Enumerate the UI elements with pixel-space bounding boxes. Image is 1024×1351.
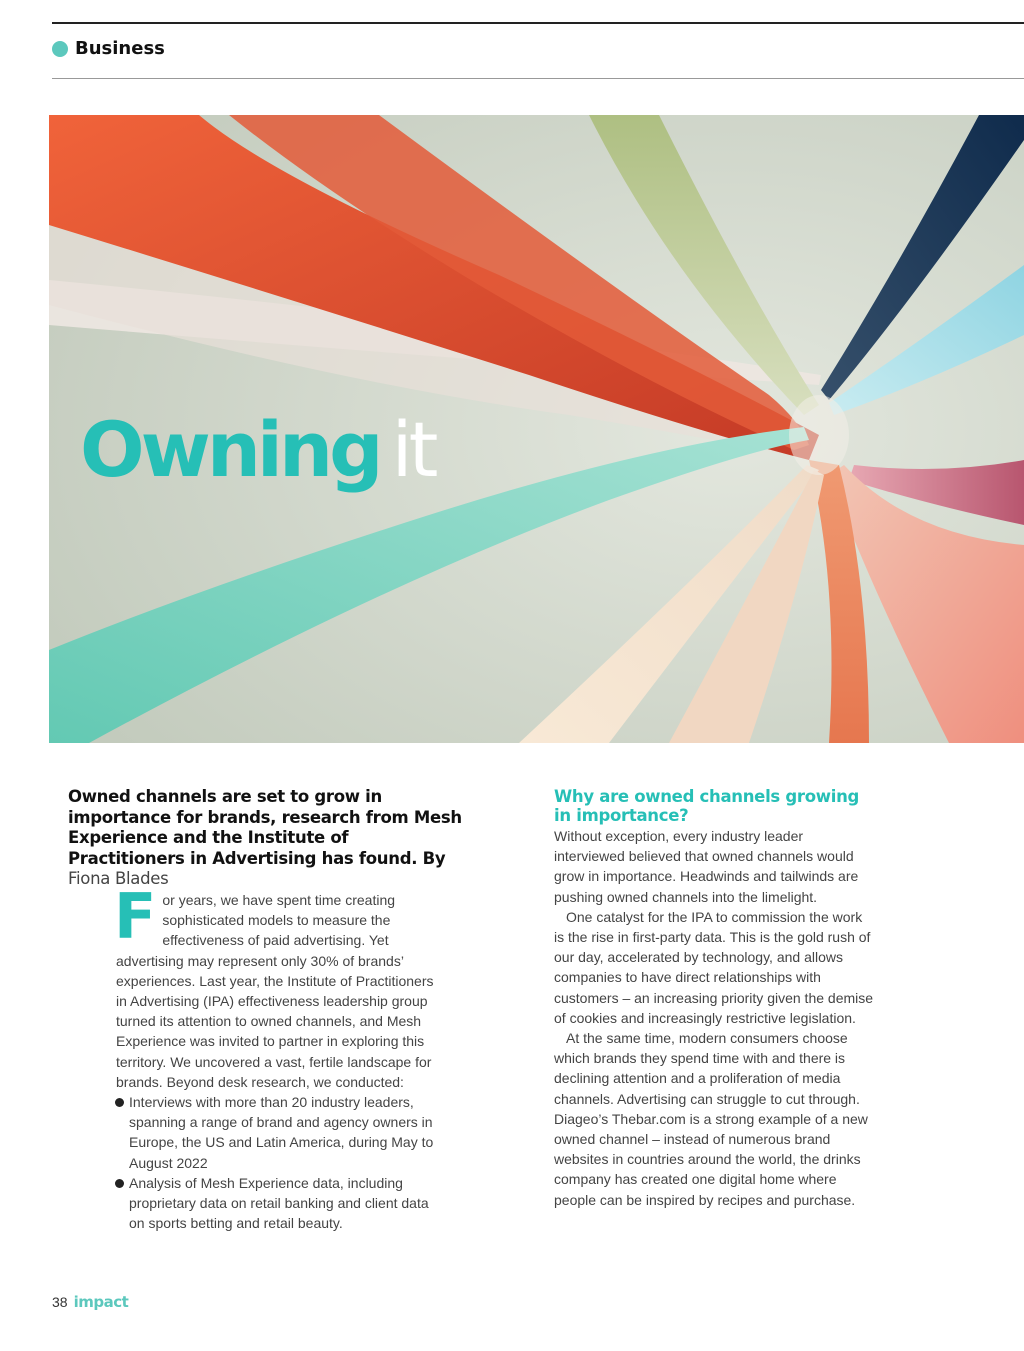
right-body-text — [554, 826, 874, 1210]
section-dot-icon — [52, 41, 68, 57]
headline — [80, 405, 435, 494]
list-item — [116, 1092, 436, 1173]
header-rule — [52, 78, 1024, 79]
list-item — [116, 1173, 436, 1234]
bullet-icon — [115, 1179, 124, 1188]
standfirst-column — [68, 787, 468, 890]
section-tag — [52, 38, 165, 59]
headline-strong: Owning — [80, 405, 380, 494]
paragraph: At the same time, modern consumers choose which brands they spend time with and there is declining attention and a proliferation of media channels. Advertising can struggle to cut through. Diageo’s Thebar.com is a strong example of a new owned channel – instead of numerous brand websites in countries around the world, the drinks company has created one digital home where people can be inspired by recipes and purchase. — [554, 1030, 868, 1208]
bullet-icon — [115, 1098, 124, 1107]
bullet-text: Analysis of Mesh Experience data, including proprietary data on retail banking and client data on sports betting and retail beauty. — [129, 1174, 429, 1232]
page-number: 38 — [52, 1294, 68, 1310]
intro-paragraph: or years, we have spent time creating sophisticated models to measure the effectiveness of paid advertising. Yet advertising may represent only 30% of brands’ experiences. Last year, the Institute of Practitioners in Advertising (IPA) effectiveness leadership group turned its attention to owned channels, and Mesh Experience was invited to partner in exploring this territory. We uncovered a vast, fertile landscape for brands. Beyond desk research, we conducted: — [116, 892, 434, 1090]
section-label: Business — [75, 38, 165, 59]
bullet-list — [116, 1092, 436, 1233]
subheading: Why are owned channels growing in importance? — [554, 787, 860, 825]
standfirst — [68, 787, 468, 890]
top-rule — [52, 22, 1024, 24]
bullet-text: Interviews with more than 20 industry leaders, spanning a range of brand and agency owners in Europe, the US and Latin America, during May to August 2022 — [129, 1094, 434, 1171]
paragraph: One catalyst for the IPA to commission the work is the rise in first-party data. This is the gold rush of our day, accelerated by technology, and allows companies to have direct relationships with customers – an increasing priority given the demise of cookies and increasingly restrictive legislation. — [554, 908, 874, 1026]
standfirst-text: Owned channels are set to grow in importance for brands, research from Mesh Experience and the Institute of Practitioners in Advertising has found. By — [68, 787, 462, 868]
article-body-left — [114, 880, 436, 1233]
magazine-logo: impact — [73, 1293, 129, 1311]
headline-light: it — [391, 405, 435, 494]
paragraph: Without exception, every industry leader interviewed believed that owned channels would grow in importance. Headwinds and tailwinds are pushing owned channels into the limelight. — [554, 828, 859, 905]
dropcap: F — [114, 880, 157, 953]
article-body-right — [554, 787, 874, 1210]
byline-author: Fiona Blades — [68, 869, 169, 888]
page-footer — [52, 1293, 128, 1311]
